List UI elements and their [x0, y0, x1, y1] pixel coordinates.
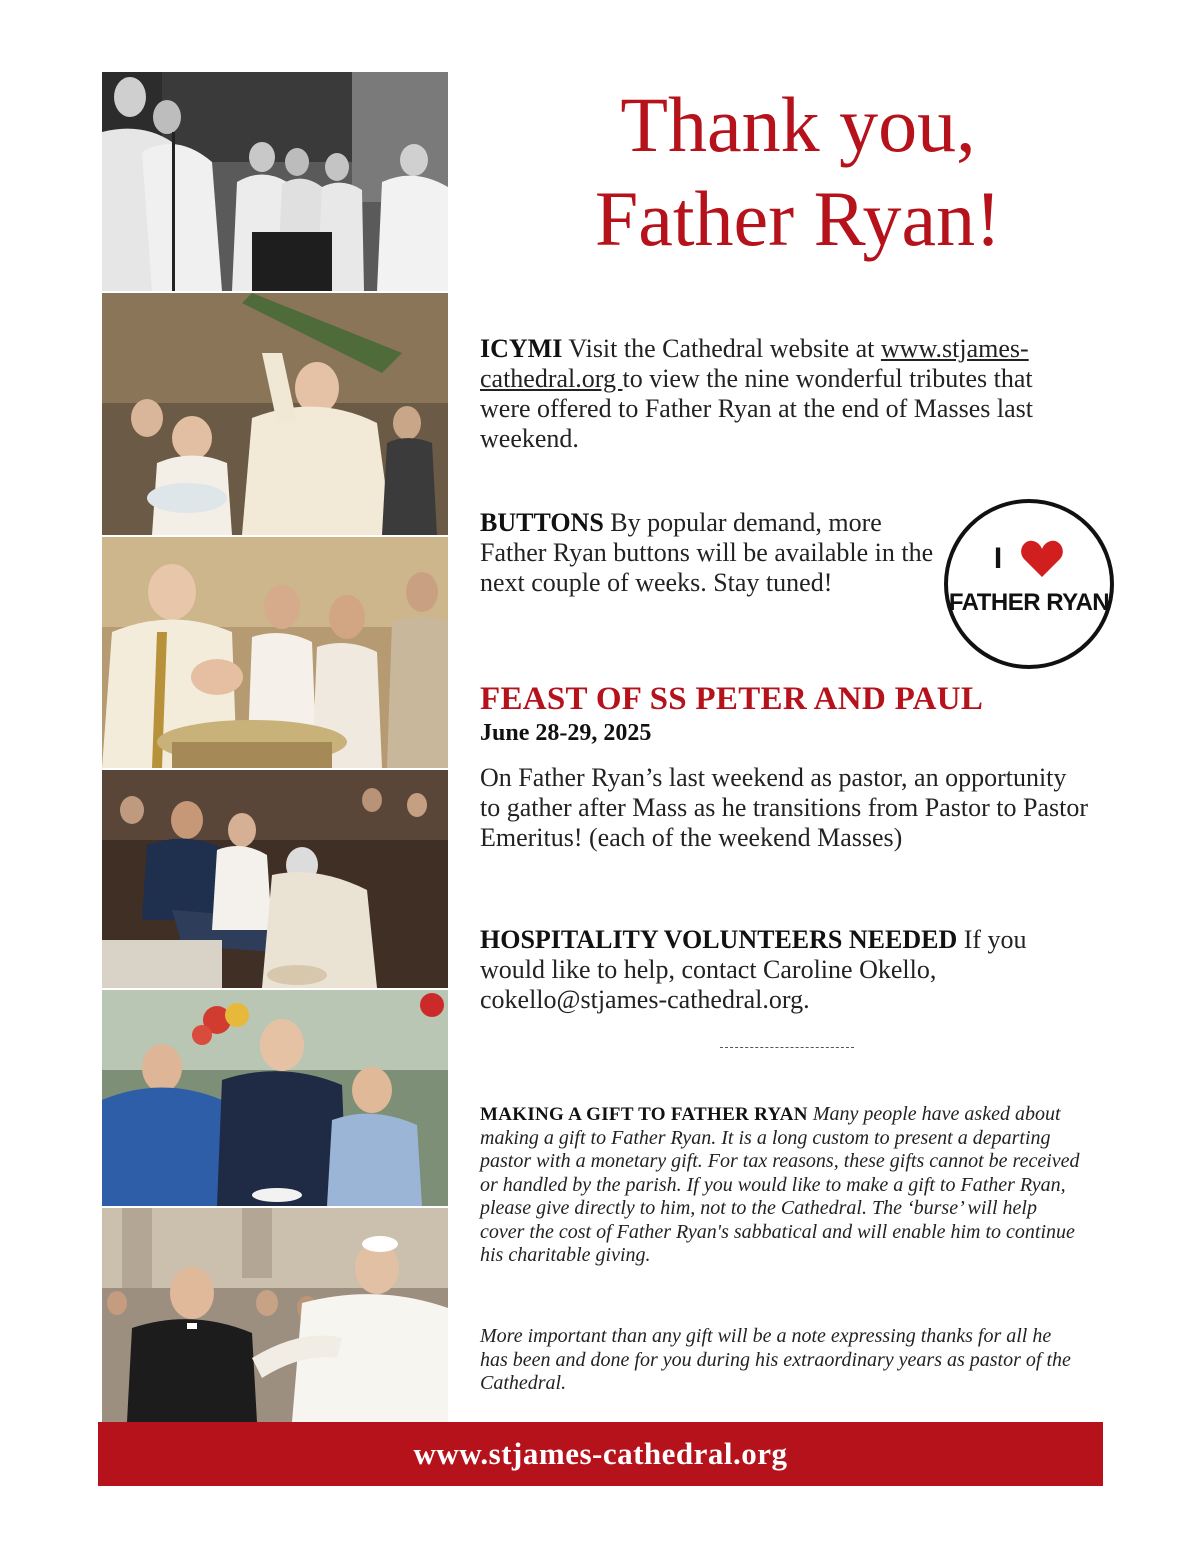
- icymi-text-after: to view the nine wonderful tributes that were offered to Father Ryan at the end of Masses last weekend.: [480, 364, 1033, 453]
- footer-bar: [98, 1422, 1103, 1486]
- buttons-paragraph: [480, 508, 935, 598]
- buttons-lead: BUTTONS: [480, 508, 604, 537]
- feast-title: FEAST OF SS PETER AND PAUL: [480, 681, 984, 717]
- section-divider: [720, 1047, 854, 1048]
- photo-column: [102, 72, 448, 1422]
- icymi-text: Visit the Cathedral website at: [562, 334, 881, 363]
- cathedral-website-link[interactable]: www.stjames-cathedral.org: [480, 334, 1029, 393]
- badge-i-text: I: [993, 542, 1003, 575]
- hospitality-text: If you would like to help, contact Caroline Okello, cokello@stjames-cathedral.org.: [480, 925, 1027, 1014]
- photo-blessing-with-water: [102, 293, 448, 535]
- headline: [468, 78, 1128, 265]
- footer-website-link[interactable]: www.stjames-cathedral.org: [413, 1436, 788, 1471]
- feast-description: On Father Ryan’s last weekend as pastor, an opportunity to gather after Mass as he transitions from Pastor to Pastor Emeritus! (each of the weekend Masses): [480, 763, 1088, 852]
- gift-paragraph: [480, 1103, 1080, 1268]
- icymi-paragraph: [480, 334, 1070, 454]
- photo-parishioners-hug: [102, 990, 448, 1206]
- badge-name-text: FATHER RYAN: [948, 589, 1110, 616]
- photo-foot-washing: [102, 770, 448, 988]
- heart-icon: [1020, 539, 1064, 579]
- icymi-lead: ICYMI: [480, 334, 563, 363]
- badge-top-row: [948, 537, 1110, 581]
- father-ryan-button-badge: [944, 499, 1114, 669]
- feast-date: June 28-29, 2025: [480, 720, 652, 746]
- gift-note: More important than any gift will be a note expressing thanks for all he has been and done for you during his extraordinary years as pastor of the Cathedral.: [480, 1325, 1071, 1394]
- buttons-text: By popular demand, more Father Ryan buttons will be available in the next couple of weeks. Stay tuned!: [480, 508, 934, 597]
- gift-text: Many people have asked about making a gift to Father Ryan. It is a long custom to present a departing pastor with a monetary gift. For tax reasons, these gifts cannot be received or handled by the parish. If you would like to make a gift to Father Ryan, please give directly to him, not to the Cathedral. The ‘burse’ will help cover the cost of Father Ryan's sabbatical and will enable him to continue his charitable giving.: [480, 1103, 1080, 1266]
- gift-lead: MAKING A GIFT TO FATHER RYAN: [480, 1104, 808, 1125]
- photo-with-pope: [102, 1208, 448, 1422]
- photo-clergy-procession: [102, 72, 448, 291]
- photo-baptism: [102, 537, 448, 768]
- hospitality-paragraph: [480, 925, 1090, 1015]
- hospitality-lead: HOSPITALITY VOLUNTEERS NEEDED: [480, 925, 958, 954]
- headline-line1: Thank you,: [620, 81, 976, 168]
- headline-line2: Father Ryan!: [594, 174, 1002, 262]
